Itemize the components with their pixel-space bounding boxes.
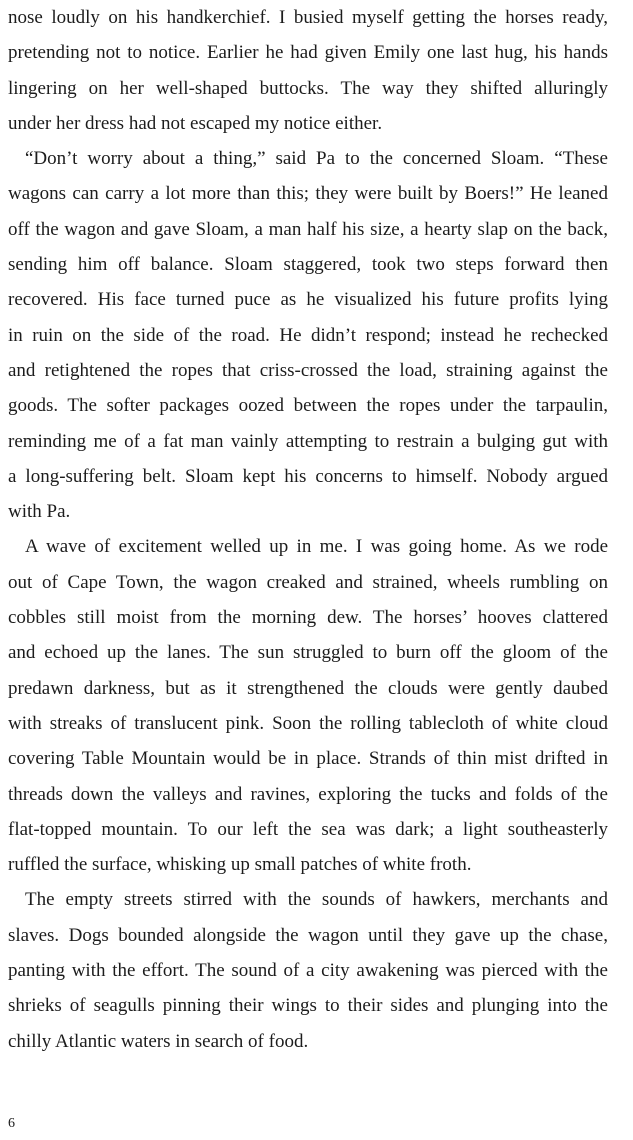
text-line: out of Cape Town, the wagon creaked and strained, wheels rumbling on: [8, 571, 608, 593]
text-line: The empty streets stirred with the sounds of hawkers, merchants and: [25, 889, 608, 911]
text-line: and echoed up the lanes. The sun struggled to burn off the gloom of the: [8, 642, 608, 664]
text-line: and retightened the ropes that criss-crossed the load, straining against the: [8, 359, 608, 381]
text-line: pretending not to notice. Earlier he had given Emily one last hug, his hands: [8, 42, 608, 64]
text-line: “Don’t worry about a thing,” said Pa to the concerned Sloam. “These: [25, 148, 608, 170]
text-line: with streaks of translucent pink. Soon the rolling tablecloth of white cloud: [8, 712, 608, 734]
text-line: a long-suffering belt. Sloam kept his concerns to himself. Nobody argued: [8, 465, 608, 487]
text-line: under her dress had not escaped my notice either.: [8, 112, 383, 134]
text-line: threads down the valleys and ravines, exploring the tucks and folds of the: [8, 783, 608, 805]
page-number: 6: [8, 1116, 15, 1131]
text-line: with Pa.: [8, 501, 71, 523]
text-line: goods. The softer packages oozed between the ropes under the tarpaulin,: [8, 395, 608, 417]
text-line: predawn darkness, but as it strengthened the clouds were gently daubed: [8, 677, 608, 699]
text-line: flat-topped mountain. To our left the sea was dark; a light southeasterly: [8, 818, 608, 840]
text-line: reminding me of a fat man vainly attempting to restrain a bulging gut with: [8, 430, 608, 452]
text-line: panting with the effort. The sound of a city awakening was pierced with the: [8, 960, 608, 982]
text-line: in ruin on the side of the road. He didn’t respond; instead he rechecked: [8, 324, 608, 346]
text-line: ruffled the surface, whisking up small patches of white froth.: [8, 854, 472, 876]
text-line: covering Table Mountain would be in place. Strands of thin mist drifted in: [8, 748, 608, 770]
text-line: wagons can carry a lot more than this; they were built by Boers!” He leaned: [8, 183, 608, 205]
text-line: shrieks of seagulls pinning their wings to their sides and plunging into the: [8, 995, 608, 1017]
text-line: sending him off balance. Sloam staggered, took two steps forward then: [8, 254, 608, 276]
text-line: cobbles still moist from the morning dew. The horses’ hooves clattered: [8, 607, 608, 629]
text-line: slaves. Dogs bounded alongside the wagon until they gave up the chase,: [8, 924, 608, 946]
text-line: off the wagon and gave Sloam, a man half his size, a hearty slap on the back,: [8, 218, 608, 240]
text-line: nose loudly on his handkerchief. I busied myself getting the horses ready,: [8, 7, 608, 28]
text-line: chilly Atlantic waters in search of food.: [8, 1030, 309, 1052]
text-line: recovered. His face turned puce as he visualized his future profits lying: [8, 289, 608, 311]
text-line: A wave of excitement welled up in me. I was going home. As we rode: [25, 536, 608, 558]
text-line: lingering on her well-shaped buttocks. The way they shifted alluringly: [8, 77, 608, 99]
page-body-text: [8, 0, 608, 1059]
